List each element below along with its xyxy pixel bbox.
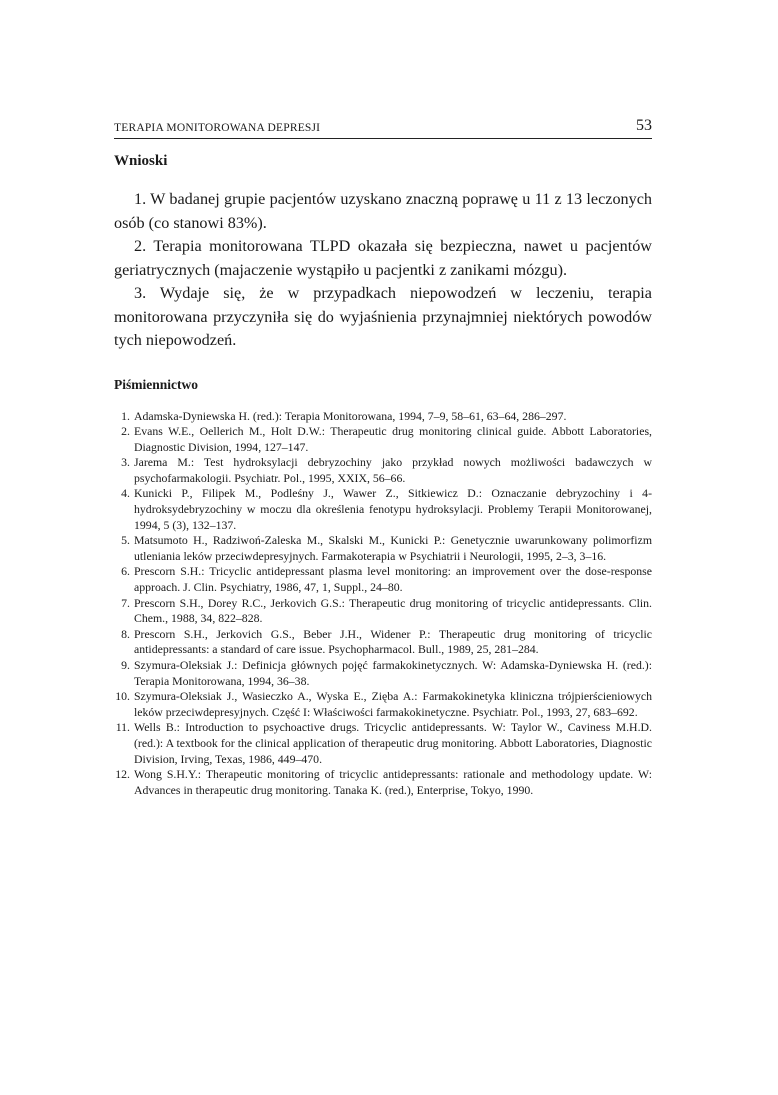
reference-item <box>114 596 652 627</box>
references-list <box>114 409 652 799</box>
reference-item <box>114 409 652 425</box>
reference-text: Prescorn S.H., Dorey R.C., Jerkovich G.S.: Therapeutic drug monitoring of tricyclic antidepressants. Clin. Chem., 1988, 34, 822–828. <box>134 595 652 626</box>
reference-text: Evans W.E., Oellerich M., Holt D.W.: Therapeutic drug monitoring clinical guide. Abbott Laboratories, Diagnostic Division, 1994, 127–147. <box>134 424 652 454</box>
reference-number: 6. <box>121 564 130 579</box>
running-head <box>114 118 652 139</box>
reference-number: 8. <box>121 626 130 641</box>
page <box>114 118 652 798</box>
reference-number: 7. <box>121 595 130 610</box>
reference-number: 3. <box>121 455 130 470</box>
reference-number: 1. <box>121 408 130 423</box>
reference-text: Prescorn S.H.: Tricyclic antidepressant plasma level monitoring: an improvement over the dose-response approach. J. Clin. Psychiatry, 1986, 47, 1, Suppl., 24–80. <box>134 564 652 595</box>
conclusion-paragraph: 1. W badanej grupie pacjentów uzyskano znaczną poprawę u 11 z 13 leczonych osób (co stanowi 83%). <box>114 190 652 232</box>
reference-item <box>114 627 652 658</box>
reference-number: 9. <box>121 658 130 672</box>
conclusions-body <box>114 188 652 353</box>
reference-item <box>114 424 652 455</box>
reference-text: Jarema M.: Test hydroksylacji debryzochiny jako przykład nowych możliwości badawczych w psychofarmakologii. Psychiatr. Pol., 1995, XXIX, 56–66. <box>134 455 652 485</box>
reference-item <box>114 455 652 486</box>
reference-text: Kunicki P., Filipek M., Podleśny J., Wawer Z., Sitkiewicz D.: Oznaczanie debryzochiny i 4-hydroksydebryzochiny w moczu dla określenia fenotypu hydroksylacji. Problemy Terapii Monitorowanej, 1994, 5 (3), 132–137. <box>134 486 652 532</box>
reference-number: 11. <box>115 720 130 735</box>
reference-item <box>114 533 652 564</box>
page-number: 53 <box>636 117 652 134</box>
reference-text: Wells B.: Introduction to psychoactive drugs. Tricyclic antidepressants. W: Taylor W., Caviness M.H.D. (red.): A textbook for the clinical application of therapeutic drug monitoring. Abbott Laboratories, Diagnostic Division, Irving, Texas, 1986, 449–470. <box>134 720 652 766</box>
reference-item <box>114 564 652 595</box>
reference-text: Matsumoto H., Radziwoń-Zaleska M., Skalski M., Kunicki P.: Genetycznie uwarunkowany polimorfizm utleniania leków przeciwdepresyjnych. Farmakoterapia w Psychiatrii i Neurologii, 1995, 2–3, 3–16. <box>134 533 652 563</box>
reference-text: Wong S.H.Y.: Therapeutic monitoring of tricyclic antidepressants: rationale and methodology update. W: Advances in therapeutic drug monitoring. Tanaka K. (red.), Enterprise, Tokyo, 1990. <box>134 767 652 797</box>
reference-text: Szymura-Oleksiak J.: Definicja głównych pojęć farmakokinetycznych. W: Adamska-Dyniewska H. (red.): Terapia Monitorowana, 1994, 36–38. <box>134 658 652 688</box>
reference-number: 10. <box>115 689 130 704</box>
conclusions-heading: Wnioski <box>114 153 168 169</box>
running-title: TERAPIA MONITOROWANA DEPRESJI <box>114 122 321 134</box>
reference-item <box>114 658 652 689</box>
reference-item <box>114 720 652 767</box>
reference-item <box>114 689 652 720</box>
references-heading: Piśmiennictwo <box>114 376 198 392</box>
conclusion-paragraph: 2. Terapia monitorowana TLPD okazała się bezpieczna, nawet u pacjentów geriatrycznych (majaczenie wystąpiło u pacjentki z zanikami mózgu). <box>114 237 652 279</box>
reference-item <box>114 767 652 798</box>
reference-number: 5. <box>121 533 130 548</box>
reference-item <box>114 486 652 533</box>
reference-number: 2. <box>121 424 130 439</box>
reference-text: Adamska-Dyniewska H. (red.): Terapia Monitorowana, 1994, 7–9, 58–61, 63–64, 286–297. <box>134 408 567 423</box>
conclusion-paragraph: 3. Wydaje się, że w przypadkach niepowodzeń w leczeniu, terapia monitorowana przyczyniła się do wyjaśnienia przynajmniej niektórych powodów tych niepowodzeń. <box>114 284 652 349</box>
reference-text: Prescorn S.H., Jerkovich G.S., Beber J.H., Widener P.: Therapeutic drug monitoring of tricyclic antidepressants: a standard of care issue. Psychopharmacol. Bull., 1989, 25, 281–284. <box>134 626 652 657</box>
reference-number: 12. <box>115 767 130 782</box>
reference-text: Szymura-Oleksiak J., Wasieczko A., Wyska E., Zięba A.: Farmakokinetyka kliniczna trójpierścieniowych leków przeciwdepresyjnych. Część I: Właściwości farmakokinetyczne. Psychiatr. Pol., 1993, 27, 683–692. <box>134 689 652 719</box>
reference-number: 4. <box>121 486 130 501</box>
